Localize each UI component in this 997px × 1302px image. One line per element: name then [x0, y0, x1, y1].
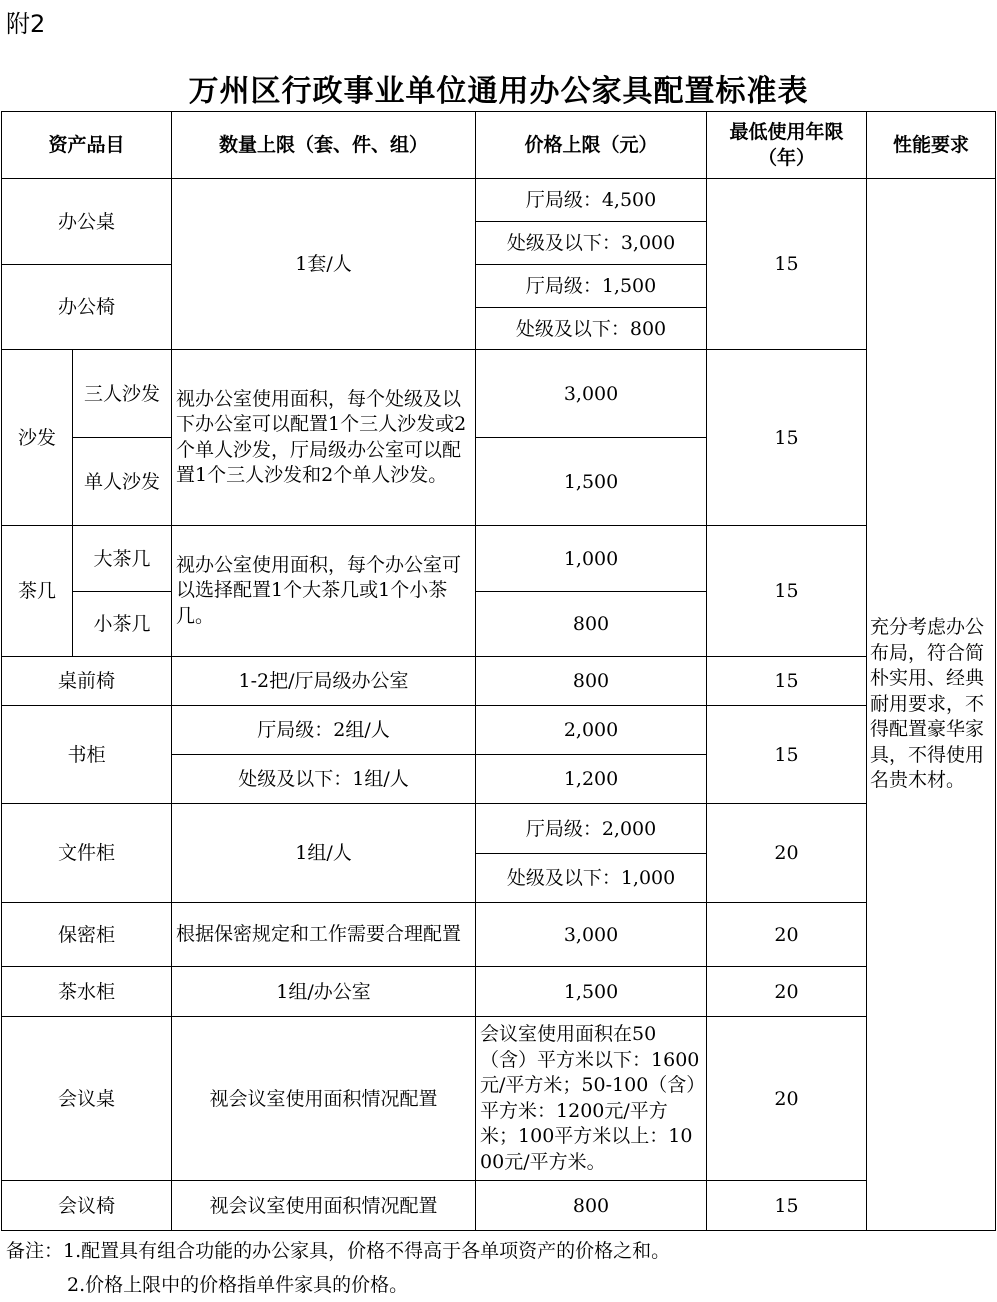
item-chair: 办公椅 [2, 265, 172, 350]
header-years: 最低使用年限（年） [707, 112, 867, 179]
page-title: 万州区行政事业单位通用办公家具配置标准表 [188, 74, 809, 109]
bookcase-price-division: 1,200 [476, 755, 707, 804]
meeting-table-quantity: 视会议室使用面积情况配置 [172, 1017, 476, 1181]
item-three-seat-sofa: 三人沙发 [73, 350, 172, 438]
meeting-table-years: 20 [707, 1017, 867, 1181]
header-price: 价格上限（元） [476, 112, 707, 179]
file-cabinet-price-division: 处级及以下：1,000 [476, 854, 707, 903]
front-chair-years: 15 [707, 657, 867, 706]
meeting-chair-years: 15 [707, 1181, 867, 1231]
table-row [2, 706, 996, 755]
desk-price-bureau: 厅局级：4,500 [476, 179, 707, 222]
tea-cabinet-quantity: 1组/办公室 [172, 967, 476, 1017]
sofa-quantity: 视办公室使用面积，每个处级及以下办公室可以配置1个三人沙发或2个单人沙发，厅局级办公室可以配置1个三人沙发和2个单人沙发。 [172, 350, 476, 526]
desk-price-division: 处级及以下：3,000 [476, 222, 707, 265]
item-meeting-chair: 会议椅 [2, 1181, 172, 1231]
tea-table-years: 15 [707, 526, 867, 657]
desk-chair-quantity: 1套/人 [172, 179, 476, 350]
safe-years: 20 [707, 903, 867, 967]
safe-quantity: 根据保密规定和工作需要合理配置 [172, 903, 476, 967]
meeting-chair-quantity: 视会议室使用面积情况配置 [172, 1181, 476, 1231]
table-row [2, 967, 996, 1017]
front-chair-price: 800 [476, 657, 707, 706]
header-item: 资产品目 [2, 112, 172, 179]
sofa-three-price: 3,000 [476, 350, 707, 438]
bookcase-quantity-division: 处级及以下：1组/人 [172, 755, 476, 804]
table-row [2, 903, 996, 967]
desk-chair-years: 15 [707, 179, 867, 350]
chair-price-division: 处级及以下：800 [476, 308, 707, 350]
table-row [2, 1017, 996, 1181]
performance-requirement: 充分考虑办公布局，符合简朴实用、经典耐用要求，不得配置豪华家具，不得使用名贵木材。 [867, 179, 996, 1231]
table-row [2, 526, 996, 592]
item-front-chair: 桌前椅 [2, 657, 172, 706]
item-tea-table: 茶几 [2, 526, 73, 657]
item-tea-cabinet: 茶水柜 [2, 967, 172, 1017]
sofa-single-price: 1,500 [476, 438, 707, 526]
header-performance: 性能要求 [867, 112, 996, 179]
item-safe: 保密柜 [2, 903, 172, 967]
note-1: 备注：1.配置具有组合功能的办公家具，价格不得高于各单项资产的价格之和。 [6, 1240, 671, 1262]
furniture-standard-table [1, 111, 996, 1231]
item-sofa: 沙发 [2, 350, 73, 526]
item-meeting-table: 会议桌 [2, 1017, 172, 1181]
header-row [2, 112, 996, 179]
header-quantity: 数量上限（套、件、组） [172, 112, 476, 179]
table-row [2, 179, 996, 222]
tea-table-quantity: 视办公室使用面积，每个办公室可以选择配置1个大茶几或1个小茶几。 [172, 526, 476, 657]
chair-price-bureau: 厅局级：1,500 [476, 265, 707, 308]
item-bookcase: 书柜 [2, 706, 172, 804]
file-cabinet-years: 20 [707, 804, 867, 903]
item-small-tea-table: 小茶几 [73, 592, 172, 657]
table-row [2, 657, 996, 706]
file-cabinet-quantity: 1组/人 [172, 804, 476, 903]
front-chair-quantity: 1-2把/厅局级办公室 [172, 657, 476, 706]
note-2: 2.价格上限中的价格指单件家具的价格。 [67, 1274, 409, 1296]
tea-table-small-price: 800 [476, 592, 707, 657]
table-row [2, 350, 996, 438]
tea-cabinet-price: 1,500 [476, 967, 707, 1017]
table-row [2, 804, 996, 854]
item-file-cabinet: 文件柜 [2, 804, 172, 903]
meeting-chair-price: 800 [476, 1181, 707, 1231]
item-single-sofa: 单人沙发 [73, 438, 172, 526]
tea-table-large-price: 1,000 [476, 526, 707, 592]
sofa-years: 15 [707, 350, 867, 526]
item-large-tea-table: 大茶几 [73, 526, 172, 592]
file-cabinet-price-bureau: 厅局级：2,000 [476, 804, 707, 854]
item-desk: 办公桌 [2, 179, 172, 265]
meeting-table-price: 会议室使用面积在50（含）平方米以下：1600元/平方米；50-100（含）平方米：1200元/平方米；100平方米以上：1000元/平方米。 [476, 1017, 707, 1181]
tea-cabinet-years: 20 [707, 967, 867, 1017]
bookcase-price-bureau: 2,000 [476, 706, 707, 755]
annex-label: 附2 [6, 10, 46, 38]
safe-price: 3,000 [476, 903, 707, 967]
bookcase-years: 15 [707, 706, 867, 804]
table-row [2, 1181, 996, 1231]
bookcase-quantity-bureau: 厅局级：2组/人 [172, 706, 476, 755]
